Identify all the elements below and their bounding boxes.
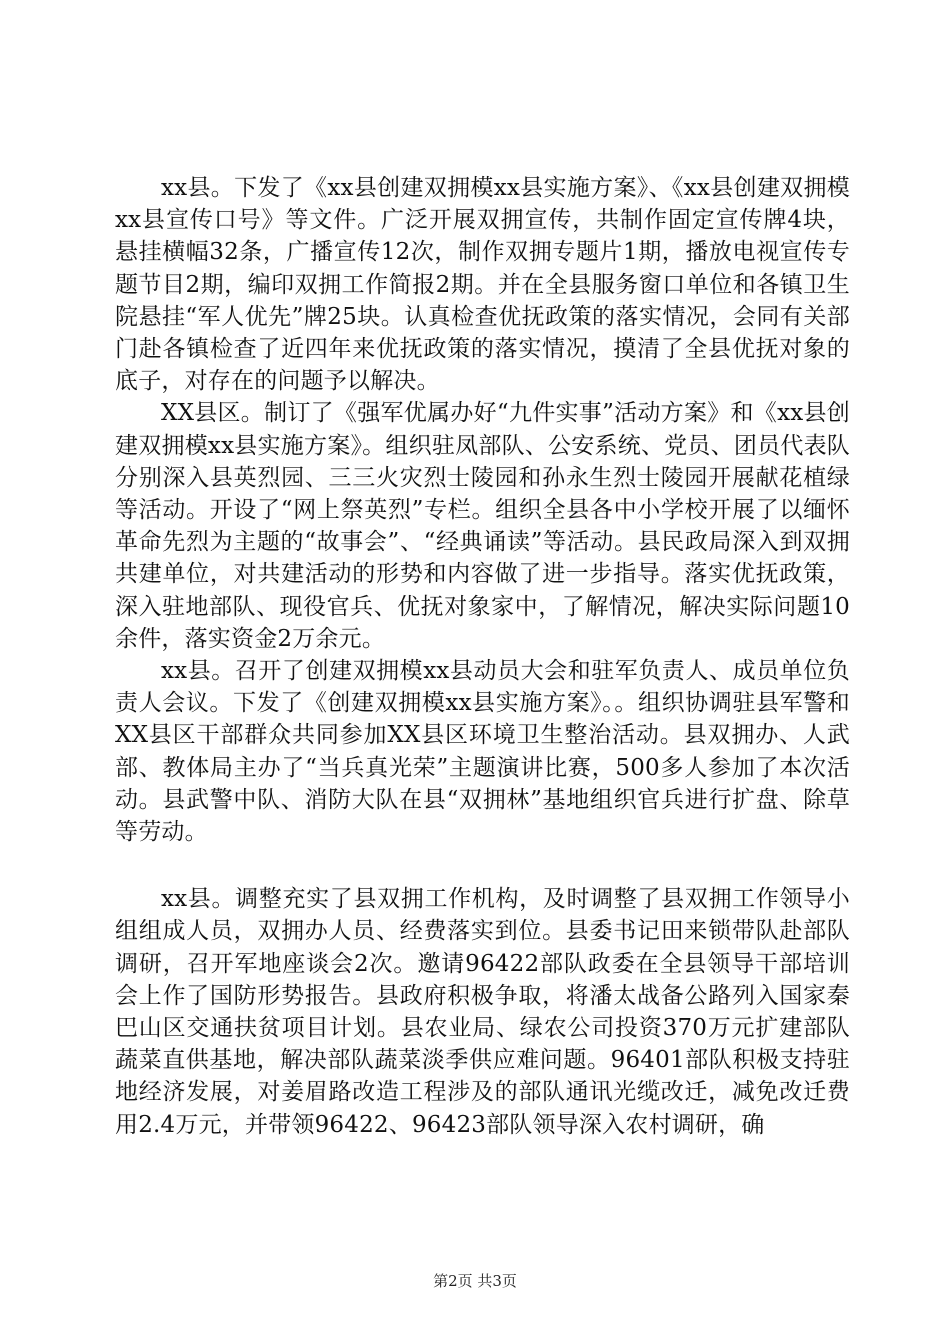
paragraph-2: XX县区。制订了《强军优属办好“九件实事”活动方案》和《xx县创建双拥模xx县实施方案》。组织驻凤部队、公安系统、党员、团员代表队分别深入县英烈园、三三火灾烈士陵园和孙永生烈士陵园开展献花植绿等活动。开设了“网上祭英烈”专栏。组织全县各中小学校开展了以缅怀革命先烈为主题的“故事会”、“经典诵读”等活动。县民政局深入到双拥共建单位，对共建活动的形势和内容做了进一步指导。落实优抚政策，深入驻地部队、现役官兵、优抚对象家中，了解情况，解决实际问题10余件，落实资金2万余元。 (115, 400, 850, 652)
paragraph-spacer (115, 848, 850, 883)
paragraph-1: xx县。下发了《xx县创建双拥模xx县实施方案》、《xx县创建双拥模xx县宣传口号》等文件。广泛开展双拥宣传，共制作固定宣传牌4块，悬挂横幅32条，广播宣传12次，制作双拥专题片1期，播放电视宣传专题节目2期，编印双拥工作简报2期。并在全县服务窗口单位和各镇卫生院悬挂“军人优先”牌25块。认真检查优抚政策的落实情况，会同有关部门赴各镇检查了近四年来优抚政策的落实情况，摸清了全县优抚对象的底子，对存在的问题予以解决。 (115, 175, 850, 395)
paragraph-3: xx县。召开了创建双拥模xx县动员大会和驻军负责人、成员单位负责人会议。下发了《创建双拥模xx县实施方案》。。组织协调驻县军警和XX县区干部群众共同参加XX县区环境卫生整治活动。县双拥办、人武部、教体局主办了“当兵真光荣”主题演讲比赛，500多人参加了本次活动。县武警中队、消防大队在县“双拥林”基地组织官兵进行扩盘、除草等劳动。 (115, 658, 850, 846)
page-number-footer: 第2页 共3页 (433, 1272, 517, 1290)
document-body (115, 172, 850, 1141)
paragraph-4: xx县。调整充实了县双拥工作机构，及时调整了县双拥工作领导小组组成人员，双拥办人员、经费落实到位。县委书记田来锁带队赴部队调研，召开军地座谈会2次。邀请96422部队政委在全县领导干部培训会上作了国防形势报告。县政府积极争取，将潘太战备公路列入国家秦巴山区交通扶贫项目计划。县农业局、绿农公司投资370万元扩建部队蔬菜直供基地，解决部队蔬菜淡季供应难问题。96401部队积极支持驻地经济发展，对姜眉路改造工程涉及的部队通讯光缆改迁，减免改迁费用2.4万元，并带领96422、96423部队领导深入农村调研，确 (115, 886, 850, 1138)
